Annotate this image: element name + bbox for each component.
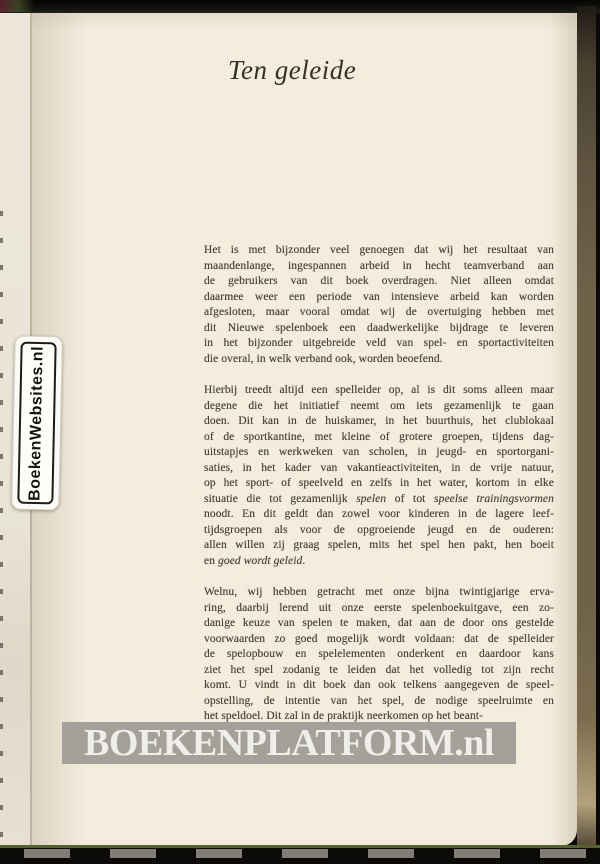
- text-line: noodt. En dit geldt dan zowel voor kinderen in de lagere leef-: [204, 508, 554, 520]
- text-line: in het bijzonder uitgebreide veld van spel- en sportactiviteiten: [204, 337, 554, 349]
- text-line: saties, in het kader van vakantieactiviteiten, in de vrije natuur,: [204, 461, 554, 474]
- text-line: de spelopbouw en spelelementen onderkent en daardoor kans: [204, 648, 554, 660]
- text-line: Welnu, wij hebben getracht met onze bijna twintigjarige erva-: [204, 586, 554, 598]
- sticker-label: BoekenWebsites.nl: [26, 345, 47, 501]
- text-line: dit Nieuwe spelenboek een daadwerkelijke bijdrage te leveren: [204, 321, 554, 334]
- paragraph: [204, 383, 554, 569]
- seller-sticker: [11, 336, 63, 511]
- text-line: op het sport- of speelveld en zelfs in het water, kortom in elke: [204, 477, 554, 489]
- paragraph: [204, 585, 554, 725]
- watermark-label: BOEKENPLATFORM.nl: [84, 722, 494, 764]
- text-line: maandenlange, ingespannen arbeid in hecht teamverband aan: [204, 259, 554, 272]
- text-line: tijdsgroepen als voor de opgroeiende jeugd en de ouderen:: [204, 523, 554, 536]
- page-block-edge: [577, 6, 596, 855]
- book-cover-bottom-edge: [0, 845, 600, 864]
- text-line: opstelling, de intentie van het spel, de nodige speelruimte en: [204, 694, 554, 707]
- text-line: doen. Dit kan in de huiskamer, in het buurthuis, het clublokaal: [204, 415, 554, 427]
- text-line: degene die het initiatief neemt om iets gezamenlijk te gaan: [204, 399, 554, 412]
- sticker-border: [17, 342, 56, 505]
- text-line: die overal, in welk verband ook, worden beoefend.: [204, 352, 443, 365]
- text-line: het speldoel. Dit zal in de praktijk neerkomen op het beant-: [204, 710, 484, 722]
- book-cover-top-edge: [0, 0, 600, 13]
- text-line: ring, daarbij lerend uit onze eerste spelenboekuitgave, een zo-: [204, 601, 554, 614]
- text-line: en goed wordt geleid.: [204, 554, 306, 567]
- text-line: Hierbij treedt altijd een spelleider op, al is dit soms alleen maar: [204, 384, 554, 396]
- page-title: Ten geleide: [228, 55, 357, 85]
- text-line: danige keuze van spelen te maken, dat aan de door ons gestelde: [204, 617, 554, 629]
- text-line: de gebruikers van dit boek overdragen. Niet alleen omdat: [204, 275, 554, 287]
- page-text: [204, 243, 554, 741]
- text-line: Het is met bijzonder veel genoegen dat wij het resultaat van: [204, 244, 554, 256]
- text-line: voorwaarden zo goed mogelijk wordt voldaan: dat de spelleider: [204, 632, 554, 645]
- text-line: situatie die tot gezamenlijk spelen of tot speelse trainingsvormen: [204, 492, 554, 505]
- text-line: of de sportkantine, met kleine of grotere groepen, tijdens dag-: [204, 430, 554, 443]
- watermark-banner: [62, 722, 516, 764]
- text-line: daarmee weer een periode van intensieve arbeid kan worden: [204, 290, 554, 303]
- stitch-marks: [0, 211, 3, 847]
- text-line: ziet het spel zodanig te leiden dat het volledig tot zijn recht: [204, 663, 554, 676]
- text-line: afgesloten, maar vooral omdat wij de overtuiging hebben met: [204, 306, 554, 318]
- text-line: allen willen zij graag spelen, mits het spel hen pakt, hen boeit: [204, 539, 554, 551]
- text-line: uitstapjes en werkweken van scholen, in jeugd- en sportorgani-: [204, 446, 554, 458]
- text-line: komt. U vindt in dit boek dan ook telkens aangegeven de speel-: [204, 679, 554, 691]
- paragraph: [204, 243, 554, 367]
